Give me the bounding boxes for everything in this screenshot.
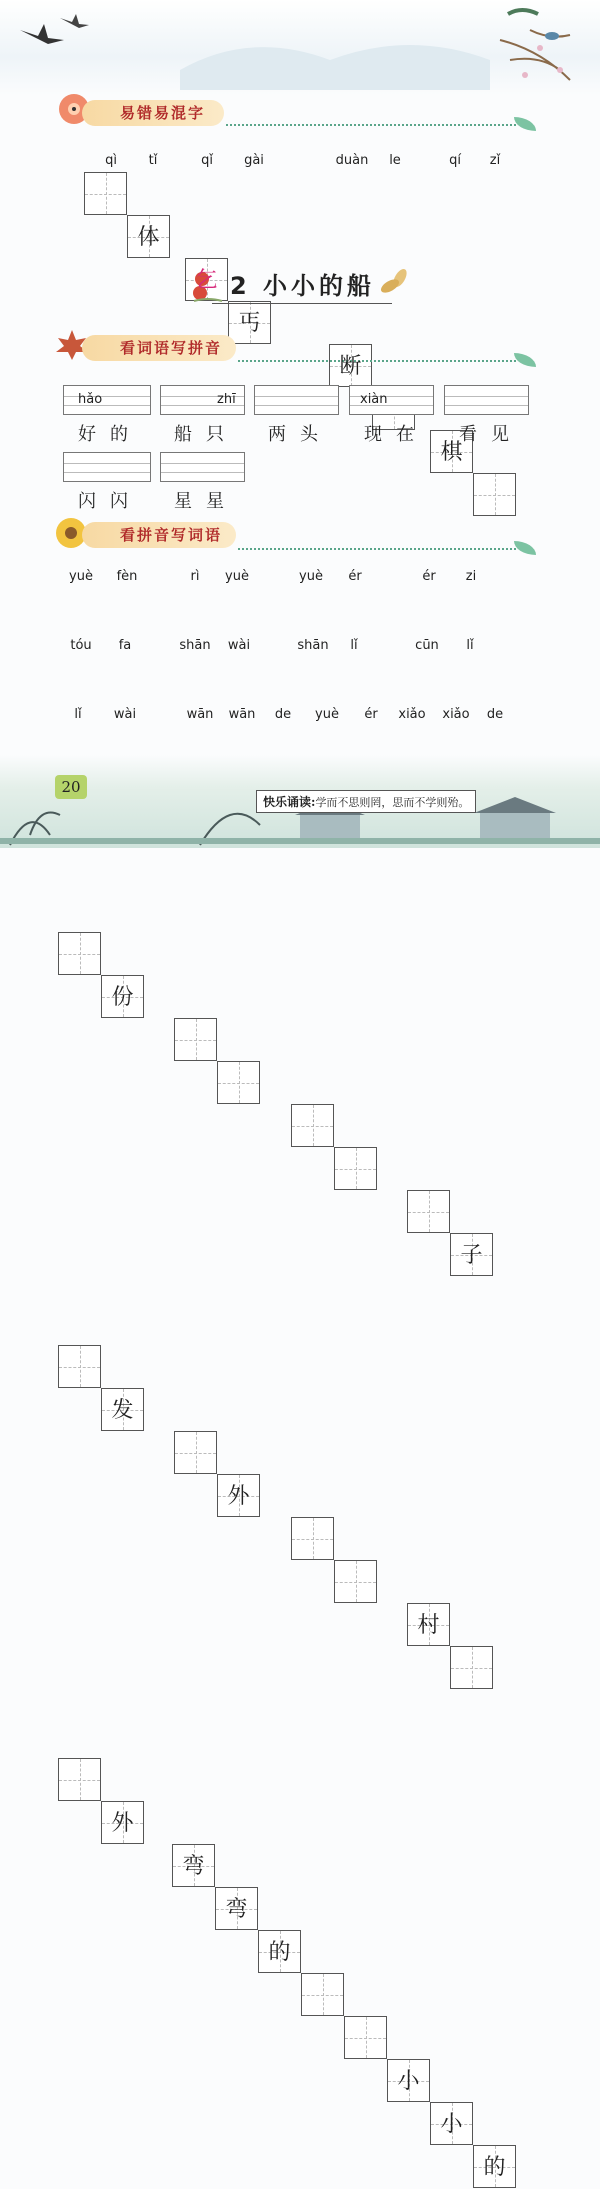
char-cell[interactable] [217,1061,260,1104]
word: 现在 [364,424,428,445]
leaf-icon [514,353,536,367]
char-cell: 外 [101,1801,144,1844]
word: 好的 [78,424,142,445]
proverb-box [256,790,476,813]
swallow-icon [60,14,89,28]
leaf-icon [514,541,536,555]
section-title-write-words: 看拼音写词语 [82,522,236,548]
pinyin: duàn [335,153,369,168]
pinyin: tóu [70,638,92,653]
pinyin-box[interactable] [444,385,529,415]
pinyin: tǐ [148,153,158,168]
char-cell[interactable] [58,1345,101,1388]
divider-dotted [238,360,516,362]
char-cell: 弯 [215,1887,258,1930]
proverb-label: 快乐诵读: [263,795,316,809]
char-cell: 乞 [185,258,228,301]
char-cell: 体 [127,215,170,258]
pinyin: xiǎo [442,707,470,722]
pinyin: lǐ [74,707,82,722]
pinyin: zǐ [489,153,501,168]
pinyin: yuè [69,569,93,584]
pinyin-box[interactable] [254,385,339,415]
pinyin: fa [118,638,132,653]
pinyin: ér [364,707,378,722]
pinyin: wān [228,707,256,722]
pinyin: qǐ [201,153,213,168]
word: 船只 [174,424,238,445]
pinyin: le [389,153,401,168]
char-cell[interactable] [334,1147,377,1190]
word: 闪闪 [78,491,142,512]
pinyin-box[interactable]: xiàn [349,385,434,415]
proverb-text: 学而不思则罔，思而不学则殆。 [315,796,470,809]
divider-dotted [226,124,516,126]
char-cell: 的 [473,2145,516,2188]
pinyin: qí [449,153,461,168]
pinyin: de [486,707,504,722]
pinyin: lǐ [350,638,358,653]
char-cell: 小 [430,2102,473,2145]
char-cell[interactable] [450,1646,493,1689]
char-cell: 份 [101,975,144,1018]
pinyin: yuè [315,707,339,722]
house-icon [474,797,556,813]
pinyin: cūn [415,638,439,653]
divider-dotted [238,548,516,550]
pinyin: ér [422,569,436,584]
pinyin: ér [348,569,362,584]
swallow-icon [20,24,64,44]
pinyin: rì [190,569,200,584]
char-cell[interactable] [291,1517,334,1560]
header-illustration [0,0,600,100]
pinyin: zi [465,569,477,584]
pinyin: lǐ [466,638,474,653]
char-cell[interactable] [473,473,516,516]
char-cell[interactable] [58,1758,101,1801]
pinyin: fèn [116,569,138,584]
char-cell: 弯 [172,1844,215,1887]
pinyin: wān [186,707,214,722]
pinyin-box[interactable]: hǎo [63,385,151,415]
char-cell: 发 [101,1388,144,1431]
char-cell: 子 [450,1233,493,1276]
char-cell: 断 [329,344,372,387]
pinyin: wài [113,707,137,722]
page-number: 20 [55,775,87,799]
pinyin: xiǎo [398,707,426,722]
char-cell[interactable] [301,1973,344,2016]
pinyin: gài [244,153,264,168]
pinyin: qì [105,153,117,168]
char-cell[interactable] [174,1431,217,1474]
pinyin: shān [297,638,329,653]
word: 两头 [268,424,332,445]
wheat-icon [380,266,414,306]
leaf-icon [514,117,536,131]
bird-icon [545,32,559,40]
pinyin: yuè [299,569,323,584]
char-cell: 村 [407,1603,450,1646]
pinyin: wài [227,638,251,653]
pinyin-box[interactable]: zhī [160,385,245,415]
word: 星星 [174,491,238,512]
char-cell[interactable] [334,1560,377,1603]
char-cell: 丐 [228,301,271,344]
pinyin: shān [179,638,211,653]
section-title-confusing-chars: 易错易混字 [82,100,224,126]
char-cell[interactable] [84,172,127,215]
char-cell: 小 [387,2059,430,2102]
pinyin-box[interactable] [63,452,151,482]
pinyin-box[interactable] [160,452,245,482]
char-cell[interactable] [344,2016,387,2059]
lesson-title: 2 小小的船 [230,272,376,300]
pinyin: yuè [225,569,249,584]
char-cell: 外 [217,1474,260,1517]
pinyin: de [274,707,292,722]
word: 看见 [459,424,523,445]
char-cell[interactable] [407,1190,450,1233]
char-cell[interactable] [372,387,415,430]
section-title-write-pinyin: 看词语写拼音 [82,335,236,361]
char-cell: 的 [258,1930,301,1973]
char-cell[interactable] [291,1104,334,1147]
char-cell: 棋 [430,430,473,473]
char-cell[interactable] [174,1018,217,1061]
char-cell[interactable] [58,932,101,975]
